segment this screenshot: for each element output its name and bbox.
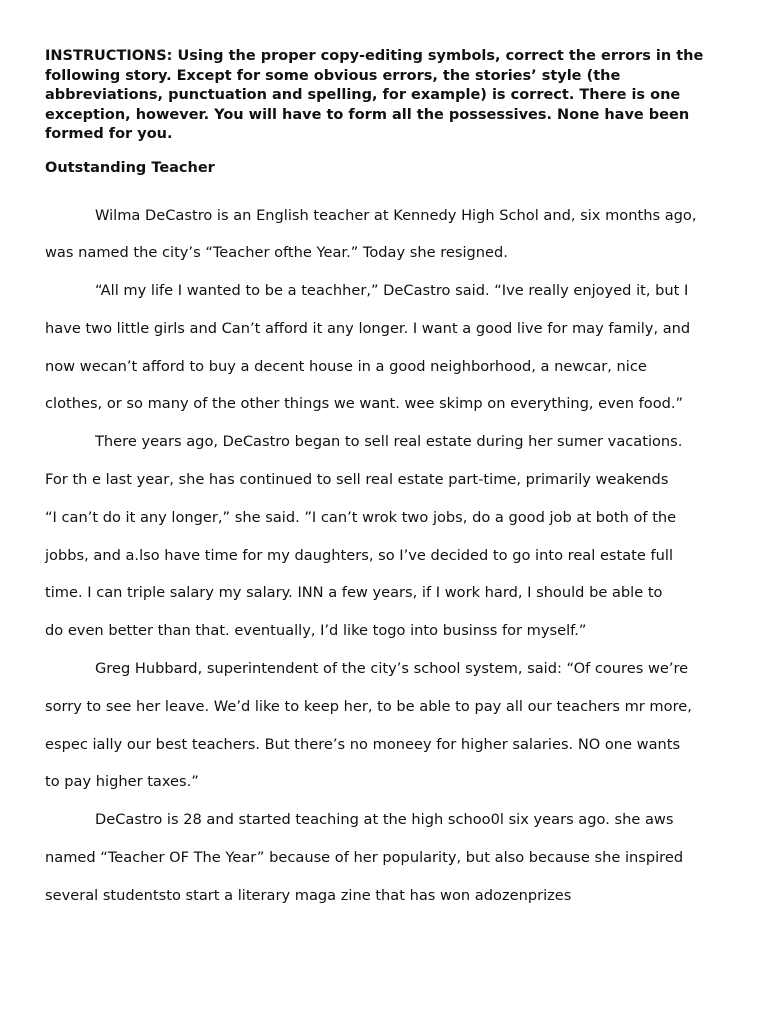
story-body (45, 197, 735, 915)
story-line: named “Teacher OF The Year” because of her popularity, but also because she inspired (45, 849, 684, 867)
story-line: time. I can triple salary my salary. INN a few years, if I work hard, I should be able to (45, 584, 663, 602)
story-line: sorry to see her leave. We’d like to keep her, to be able to pay all our teachers mr more, (45, 697, 692, 715)
story-line: several studentsto start a literary maga zine that has won adozenprizes (45, 886, 572, 904)
story-line: Wilma DeCastro is an English teacher at Kennedy High Schol and, six months ago, (95, 206, 697, 224)
story-line: There years ago, DeCastro began to sell real estate during her sumer vacations. (95, 433, 683, 451)
story-line: now wecan’t afford to buy a decent house in a good neighborhood, a newcar, nice (45, 357, 647, 375)
story-line: clothes, or so many of the other things we want. wee skimp on everything, even food.” (45, 395, 684, 413)
story-line: DeCastro is 28 and started teaching at the high schoo0l six years ago. she aws (95, 811, 674, 829)
story-line: have two little girls and Can’t afford it any longer. I want a good live for may family, and (45, 319, 691, 337)
story-title: Outstanding Teacher (45, 159, 215, 176)
story-line: espec ially our best teachers. But there’s no moneey for higher salaries. NO one wants (45, 735, 681, 753)
document-page (45, 47, 735, 915)
story-line: For th e last year, she has continued to sell real estate part-time, primarily weakends (45, 471, 669, 489)
instructions-paragraph: INSTRUCTIONS: Using the proper copy-editing symbols, correct the errors in the following story. Except for some obvious errors, the stories’ style (the abbreviations, punctuation and spelling, for example) is correct. There is one exception, however. You will have to form all the possessives. None have been formed for you. (45, 48, 704, 142)
story-line: “I can’t do it any longer,” she said. ”I can’t wrok two jobs, do a good job at both of the (45, 508, 677, 526)
story-line: Greg Hubbard, superintendent of the city’s school system, said: “Of coures we’re (95, 660, 689, 678)
story-line: do even better than that. eventually, I’d like togo into businss for myself.” (45, 622, 587, 640)
story-line: to pay higher taxes.” (45, 773, 199, 791)
story-line: was named the city’s “Teacher ofthe Year.” Today she resigned. (45, 244, 508, 262)
story-line: “All my life I wanted to be a teachher,” DeCastro said. “Ive really enjoyed it, but I (95, 282, 689, 300)
story-line: jobbs, and a.lso have time for my daughters, so I’ve decided to go into real estate full (45, 546, 674, 564)
